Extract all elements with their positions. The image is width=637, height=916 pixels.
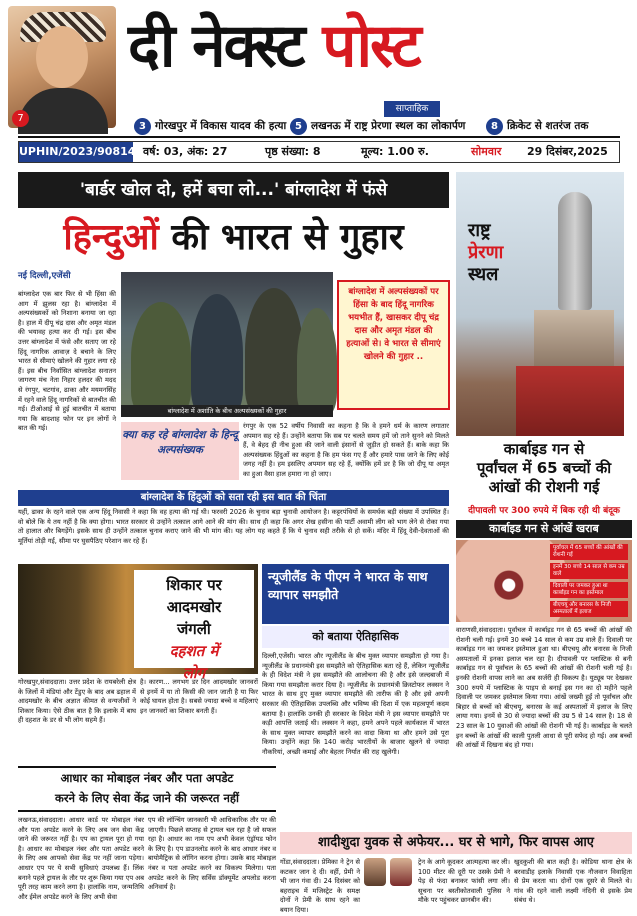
karbide-headline: कार्बाइड गन से पूर्वांचल में 65 बच्चों की आंखों की रोशनी गई — [476, 440, 612, 496]
lead-subhead: बांग्लादेश के हिंदुओं को सता रही इस बात की चिंता — [18, 490, 449, 506]
karbide-bullet: बीएचयू और बनारस के निजी अस्पतालों में इलाज — [550, 601, 628, 617]
kya-kahte-box: क्या कह रहे बांग्लादेश के हिन्दू अल्पसंख्यक — [121, 422, 239, 480]
shaadi-headline: शादीशुदा युवक से अफेयर... घर से भागे, फिर वापस आए — [280, 832, 632, 854]
soldier-shape — [131, 302, 191, 414]
karbide-body: वाराणसी,संवाददाता। पूर्वांचल में कार्बाइड गन से 65 बच्चों की आंखों की रोशनी चली गई। इनमें 30 बच्चे 14 साल से कम उम्र वाले हैं। दिवाली पर कार्बाइड गन का जमकर इस्तेमाल हुआ था। बीएचयू और बनारस के निजी अस्पतालों में इनका इलाज चल रहा है। दीपावली पर प्लास्टिक से बनी कार्बाइड गन से पूर्वांचल के 65 बच्चों की आंखों की रोशनी चली गई है। इनकी रोशनी वापस लाने का अब सर्जरी ही विकल्प है। युट्यूब पर देखकर 300 रुपये में प्लास्टिक के पाइप से बनाई इस गन का दो महीने पहले दिवाली पर जमकर इस्तेमाल किया गया। आंखें जख्मी हुईं तो पूर्वांचल और बिहार से बच्चों को बीएचयू, बनारस के कई अस्पतालों में इलाज के लिए लाया गया। इनमें से 30 से ज्यादा बच्चों की उम्र 5 से 14 साल है। 18 से 23 साल के 10 युवाओं की आंखों की रोशनी भी गई है। कार्बाइड के चलते इन बच्चों के आंखों की काली पुतली आधा से पूरी सफेद हो गई। अब बच्चों की आंखों में दिखना बंद हो गया। — [456, 626, 632, 750]
torso-shape — [18, 88, 108, 134]
karbide-bullet: दिवाली पर जमकर हुआ था कार्बाइड गन का इस्तेमाल — [550, 582, 628, 598]
shaadi-col2: ट्रेन के आगे कूदकर आत्महत्या कर ली। 100 मीटर की दूरी पर उसके प्रेमी ने पेड़ से फंदा बनाकर फांसी लगा ली। सूचना पर बस्तीकोतवाली पुलिस ने मौके पर पहुंचकर छानबीन की। — [418, 858, 510, 905]
nz-body: दिल्ली,एजेंसी। भारत और न्यूजीलैंड के बीच मुक्त व्यापार समझौता हो गया है। न्यूजीलैंड के प्रधानमंत्री इस समझौते को ऐतिहासिक बता रहे हैं, लेकिन न्यूजीलैंड के ही विदेश मंत्री ने इस समझौते की आलोचना की है और इसे जल्दबाजी में किया गया समझौता करार दिया है। न्यूजीलैंड के प्रधानमंत्री क्रिस्टोफर लक्सन ने भारत के साथ हुए मुक्त व्यापार समझौते की तारीफ की है और इसे अपनी सरकार की ऐतिहासिक उपलब्धि और भविष्य की दिशा में एक महत्वपूर्ण कदम बताया है। हालांकि उनकी ही सरकार के विदेश मंत्री ने इस व्यापार समझौते पर कड़ी आपत्ति जताई थी। लक्सन ने कहा, हमने अपने पहले कार्यकाल में भारत के साथ मुक्त व्यापार समझौते करने का वादा किया था और हमने उसे पूरा किया। उन्होंने कहा कि 140 करोड़ भारतीयों के बाजार खुलने से ज्यादा नौकरियां, अच्छी कमाई और बेहतर निर्यात की राह खुलेगी। — [262, 652, 449, 756]
aadhar-headline: आधार का मोबाइल नंबर और पता अपडेट करने के लिए सेवा केंद्र जाने की जरूरत नहीं — [18, 766, 276, 812]
statue-label: राष्ट्र प्रेरणा स्थल — [468, 220, 504, 285]
issue-date: 29 दिसंबर,2025 — [527, 145, 608, 158]
title-part2: पोस्ट — [322, 11, 420, 81]
karbide-bullet: पूर्वांचल में 65 बच्चों की आंखों की रोशनी गई — [550, 544, 628, 560]
registration-number: UPHIN/2023/90814 — [19, 142, 133, 162]
crowd-shape — [191, 294, 243, 414]
photo-page-badge: 7 — [12, 110, 29, 127]
person-photo-2 — [390, 858, 412, 886]
lead-body-right: रंगपुर के एक 52 वर्षीय निवासी का कहना है कि वे हमने धर्म के कारण लगातार अपमान सह रहे हैं। उन्होंने बताया कि सब पर चलते समय हमें जो ताने सुनने को मिलते हैं, वे बेहद ही नीच हुआ की जाने वाली इंसानों से जुड़ीत हो सकते हैं। बाके कहा कि अल्पसंख्यक हिंदुओं का कहना है कि हम फंस गए हैं और हमारे पास जाने के लिए कोई जगह नहीं है। हम इसलिए अपमान सह रहे हैं, क्योंकि हमें डर है कि जो दीपू या अमृत का हुआ वैसा हाल हमारा ना हो जाए। — [243, 422, 449, 478]
title-part1: दी नेक्स्ट — [128, 11, 304, 81]
newspaper-title — [128, 6, 420, 86]
masthead-rule — [18, 136, 620, 138]
karbide-bullet: इनमें 30 बच्चे 14 साल से कम उम्र वाले — [550, 563, 628, 579]
lead-headline-keyword: हिन्दुओं — [63, 217, 159, 258]
soldier-shape-2 — [297, 308, 337, 414]
lead-photo — [121, 272, 333, 414]
teaser-1[interactable]: 3 गोरखपुर में विकास यादव की हत्या — [134, 116, 286, 136]
price: मूल्य: 1.00 रु. — [361, 145, 429, 158]
police-shape — [245, 288, 303, 414]
statue-photo — [456, 172, 624, 436]
teaser-2[interactable]: 5 लखनऊ में राष्ट्र प्रेरणा स्थल का लोकार्पण — [290, 116, 465, 136]
statue-pedestal — [534, 310, 614, 366]
lead-photo-caption: बांग्लादेश में अशांति के बीच अल्पसंख्यकों की गुहार — [121, 405, 333, 417]
lead-headline-line2 — [18, 212, 449, 264]
tiger-body-1: गोरखपुर,संवाददाता। उत्तर प्रदेश के रायबरेली क्षेत्र के जिलों में मंडियां और टेंडुए के बाद अब ढहाल में आदमखोर के बीच अज्ञात कीमत से वन्यजीवों ने शिकार किया। ऐसे ठीक बात है कि इलाके में बाघ ही दहशत के डर से भी लोग सहमे हैं। — [18, 678, 136, 725]
weekly-label: साप्ताहिक — [384, 101, 440, 117]
karbide-box-title: कार्बाइड गन से आंखें खराब — [456, 520, 632, 538]
lead-headline-rest: की भारत से गुहार — [158, 217, 404, 258]
statue-figure — [558, 192, 592, 310]
year-issue: वर्ष: 03, अंक: 27 — [143, 145, 228, 158]
lead-body-left: बांग्लादेश एक बार फिर से भी हिंसा की आग में झुलस रहा है। बांग्लादेश में अल्पसंख्यकों को निशाना बनाया जा रहा है। हाल में दीपू चंद्र दास और अमृत मंडल की भयावह हत्या कर दी गई। इस बीच उत्तर बांग्लादेश में फंसे और सताए जा रहे हिंदू नागरिक आवाज़ दे बचाने के लिए भारत से सीमाएं खोलने की गुहार लगा रहे हैं। इस बीच निर्वासित बांग्लादेश सनातन जागरण मंच नेता निहार हलदर की मदद से रंगपुर, चटगांव, ढाका और मयमनसिंह में रहने वाले हिंदू नागरिकों से बातचीत की गई। टीओआई से हुई बातचीत में बताया गया कि बादशाह फोन पर इन लोगों ने बात की गई। — [18, 290, 116, 433]
tiger-photo — [18, 564, 258, 682]
nz-headline: न्यूजीलैंड के पीएम ने भारत के साथ व्यापार समझौते — [262, 564, 449, 624]
page-count: पृष्ठ संख्या: 8 — [265, 145, 321, 158]
shaadi-col1: गोंडा,संवाददाता। प्रेमिका ने ट्रेन से कटकर जान दे दी। वहीं, प्रेमी ने भी जान गंवा दी। 24 दिसंबर को बहराइच में मजिस्ट्रेट के समक्ष दोनों ने प्रेमी के साथ रहने का बयान दिया। — [280, 858, 360, 914]
lead-subhead-body: यहीं, ढाका के रहने वाले एक अन्य हिंदू निवासी ने कहा कि वह हत्या की गई थी। फरवरी 2026 के चुनाव बड़ा चुनावी आयोजन है। कट्टरपंथियों के समर्थक बड़ी संख्या में उपस्थित हैं। वो बोले कि ये तय नहीं है कि क्या होगा। भारत सरकार से उन्होंने तत्काल आगे आने की मांग की। साथ ही कहा कि अगर शेख हसीना की पार्टी अवामी लीग को भाग लेने से रोका गया तो हालात और बिगड़ेंगे। इसके साथ ही उन्होंने तत्काल चुनाव कराए जाने की भी मांग की। यह लोग यह कहते हैं कि ये चुनाव सही तरीके से हो सकें। मंदिर में हिंदू देवी-देवताओं की मूर्तियां तोड़ी गईं, सीमा पर घुसपैठिए परेशान कर रहे हैं। — [18, 508, 449, 545]
teaser-3[interactable]: 8 क्रिकेट से शतरंज तक — [486, 116, 588, 136]
lead-dateline: नई दिल्ली,एजेंसी — [18, 271, 71, 281]
issue-info-bar — [18, 141, 620, 163]
lead-quote-box: बांग्लादेश में अल्पसंख्यकों पर हिंसा के बाद हिंदू नागरिक भयभीत हैं, खासकर दीपू चंद्र दास और अमृत मंडल की हत्याओं से। वे भारत से सीमाएं खोलने की गुहार .. — [337, 280, 450, 410]
eye-photo — [456, 540, 632, 622]
red-carpet — [516, 366, 624, 436]
tiger-headline: शिकार पर आदमखोर जंगली दहशत में लोग — [134, 570, 254, 668]
shaadi-col3: खुदकुशी की बात कही है। कोडिया थाना क्षेत्र के बरवाडीह इलाके निवासी एक नौजवान विवाहिता से प्रेम करता था। दोनों एक दूसरे से मिलते थे। गांव की रहने वाली लक्ष्मी नंदिनी से इसके प्रेम संबंध थे। — [514, 858, 632, 905]
person-photo-1 — [364, 858, 386, 886]
aadhar-body-left: लखनऊ,संवाददाता। आधार कार्ड पर मोबाइल नंबर और पता अपडेट करने के लिए अब जन सेवा केंद्र जाने की जरूरत नहीं है। एप का ट्रायल पूरा हो गया है। आधार का मोबाइल नंबर और पता अपडेट करने के लिए अब आपको सेवा केंद्र पर नहीं जाना पड़ेगा। आधार एप पर ये सभी सुविधाएं उपलब्ध हैं। लिंक बनाने पहले ट्रायल के तौर पर शुरू किया गया एप अब पूरी तरह काम करने लगा है। हालांकि नाम, जन्मतिथि और ईमेल अपडेट करने के लिए अभी सेवा — [18, 816, 144, 901]
tiger-body-2: है। कारण... लगभग डर दिन आदमखोर जानवरों से इनमें में या तो किसी की जान जाती है या फिर कोई घायल होता है। सबसे ज्यादा बच्चे व महिलाएं इन जानवरों का शिकार बनती हैं। — [140, 678, 258, 715]
karbide-bullets — [550, 544, 628, 620]
lead-headline-line1: 'बार्डर खोल दो, हमें बचा लो...' बांग्लादेश में फंसे — [18, 172, 449, 208]
weekday: सोमवार — [471, 145, 502, 158]
aadhar-body-right: एप की लॉन्चिंग जानकारी भी आधिकारिक तौर पर की जाएगी। पिछले सप्ताह से ट्रायल चल रहा है जो सफल रहा है। आधार का नाम एप अभी केवल एंड्रॉयड फोन के लिए है। एप डाउनलोड करने के बाद आधार नंबर व बायोमैट्रिक से लॉगिन करना होगा। उसके बाद मोबाइल नंबर व पता अपडेट करने का विकल्प मिलेगा। पता अपडेट करने के लिए सर्विस डॉक्यूमेंट अपलोड करना अनिवार्य है। — [148, 816, 276, 892]
masthead-photo — [8, 6, 116, 128]
karbide-subhead: दीपावली पर 300 रुपये में बिक रही थी बंदूक — [468, 506, 620, 516]
face-shape — [36, 26, 88, 88]
nz-subhead: को बताया ऐतिहासिक — [262, 626, 449, 648]
